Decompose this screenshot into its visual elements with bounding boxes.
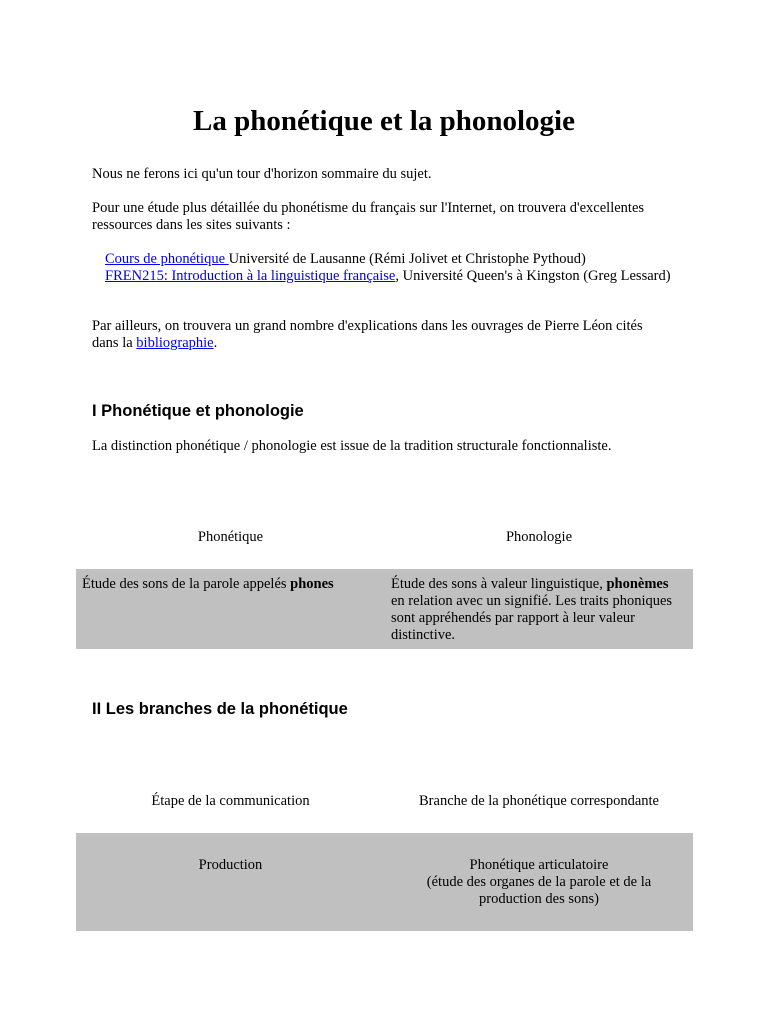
- table1-header-phonologie: Phonologie: [505, 529, 573, 545]
- table2-header-row: [76, 793, 693, 810]
- cell-text: en relation avec un signifié. Les traits phoniques sont appréhendés par rapport à leur valeur distinctive.: [391, 593, 673, 643]
- cell-line: Phonétique articulatoire: [469, 857, 609, 873]
- table2-header-etape: Étape de la communication: [151, 793, 310, 809]
- resources-intro-paragraph: Pour une étude plus détaillée du phonétisme du français sur l'Internet, on trouvera d'excellentes ressources dans les sites suivants :: [92, 200, 645, 233]
- page-title: La phonétique et la phonologie: [193, 105, 575, 137]
- bibliography-paragraph: [92, 318, 672, 352]
- table2-header-branche: Branche de la phonétique correspondante: [419, 793, 659, 809]
- section2-heading: II Les branches de la phonétique: [92, 700, 348, 718]
- table1-header-phonetique: Phonétique: [197, 529, 264, 545]
- table1-cell-phonetique: [76, 569, 385, 649]
- cell-text: Étude des sons à valeur linguistique,: [391, 576, 607, 592]
- table2-cell-branche: [385, 833, 693, 931]
- resource-list-item: [92, 251, 672, 268]
- resource-list-item: [92, 268, 672, 285]
- bibliography-text: Par ailleurs, on trouvera un grand nombre d'explications dans les ouvrages de Pierre Léon cités dans la: [92, 318, 643, 351]
- cell-text: Étude des sons de la parole appelés: [82, 576, 291, 592]
- intro-paragraph: Nous ne ferons ici qu'un tour d'horizon sommaire du sujet.: [92, 166, 432, 182]
- link-cours-phonetique[interactable]: Cours de phonétique: [105, 251, 229, 267]
- link-fren215[interactable]: FREN215: Introduction à la linguistique française: [105, 268, 396, 284]
- section1-heading: I Phonétique et phonologie: [92, 402, 304, 420]
- cell-bold-term: phonèmes: [606, 576, 669, 592]
- table1-row: [76, 569, 693, 649]
- section1-paragraph: La distinction phonétique / phonologie est issue de la tradition structurale fonctionnaliste.: [92, 438, 612, 454]
- table1-cell-phonologie: [385, 569, 693, 649]
- table2-row: [76, 833, 693, 931]
- resource-description: Université de Lausanne (Rémi Jolivet et Christophe Pythoud): [228, 251, 586, 267]
- cell-line: (étude des organes de la parole et de la production des sons): [426, 874, 652, 907]
- bibliography-period: .: [213, 335, 218, 351]
- link-bibliographie[interactable]: bibliographie: [136, 335, 214, 351]
- cell-bold-term: phones: [290, 576, 334, 592]
- table2-cell-etape: Production: [198, 857, 263, 873]
- table1-header-row: [76, 529, 693, 546]
- resource-description: , Université Queen's à Kingston (Greg Lessard): [395, 268, 671, 284]
